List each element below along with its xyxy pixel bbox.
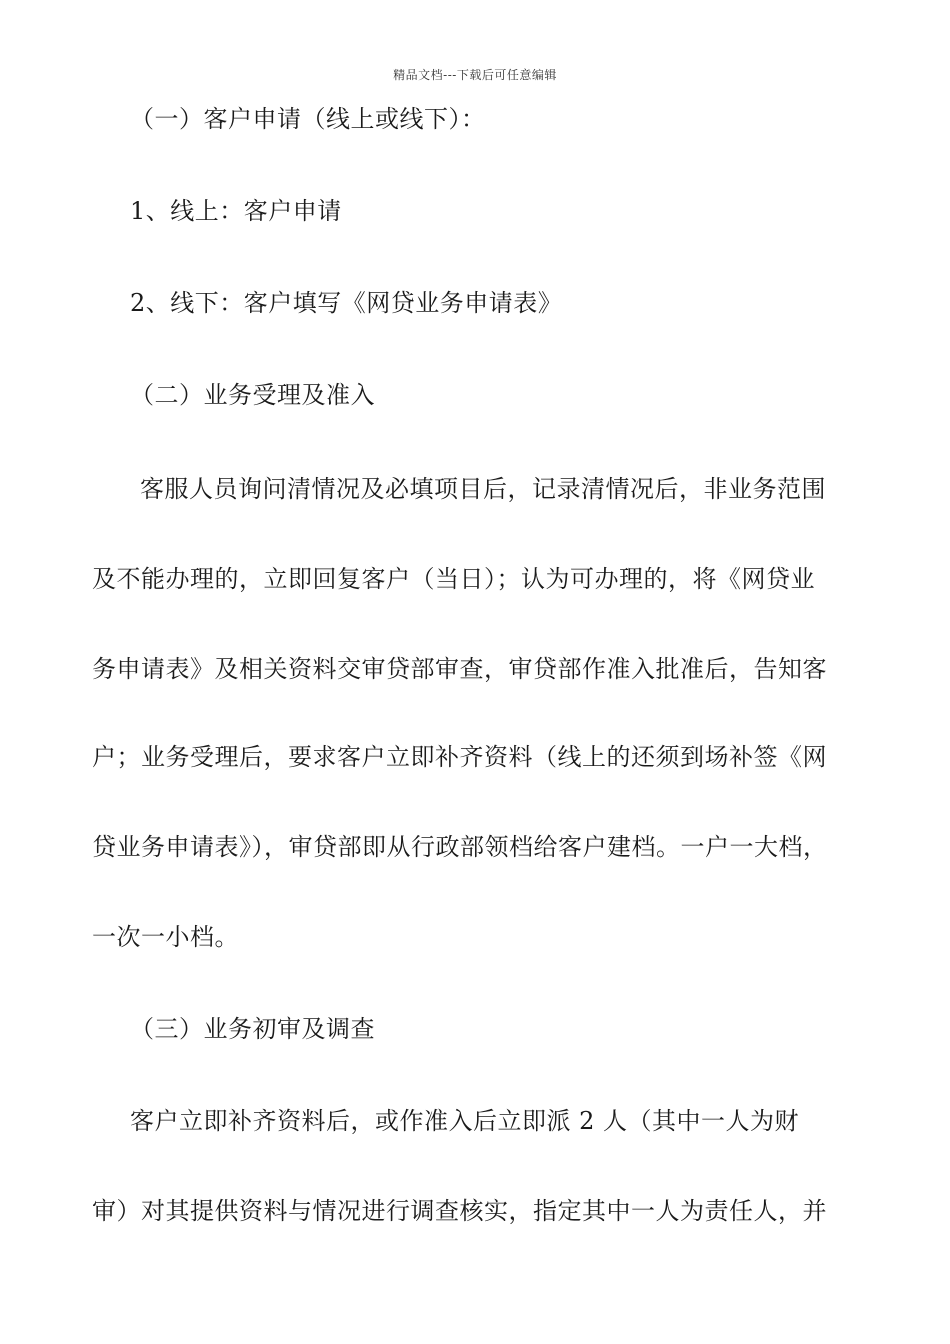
paragraph-line: 务申请表》及相关资料交审贷部审查，审贷部作准入批准后，告知客	[92, 655, 827, 683]
paragraph-line: 户；业务受理后，要求客户立即补齐资料（线上的还须到场补签《网	[92, 743, 827, 771]
paragraph-line: 客服人员询问清情况及必填项目后，记录清情况后，非业务范围	[140, 475, 826, 503]
list-item-offline: 2、线下：客户填写《网贷业务申请表》	[130, 289, 563, 317]
paragraph-line: 客户立即补齐资料后，或作准入后立即派 2 人（其中一人为财	[130, 1107, 800, 1135]
paragraph-line: 审）对其提供资料与情况进行调查核实，指定其中一人为责任人，并	[92, 1197, 827, 1225]
paragraph-line: 贷业务申请表》），审贷部即从行政部领档给客户建档。一户一大档，	[92, 833, 828, 861]
paragraph-line: 一次一小档。	[92, 923, 239, 951]
list-item-online: 1、线上：客户申请	[130, 197, 342, 225]
paragraph-line: 及不能办理的，立即回复客户（当日）；认为可办理的，将《网贷业	[92, 565, 815, 593]
section-heading-3: （三）业务初审及调查	[130, 1015, 375, 1043]
section-heading-2: （二）业务受理及准入	[130, 381, 375, 409]
page-header: 精品文档---下载后可任意编辑	[393, 68, 557, 82]
section-heading-1: （一）客户申请（线上或线下）：	[130, 105, 486, 133]
